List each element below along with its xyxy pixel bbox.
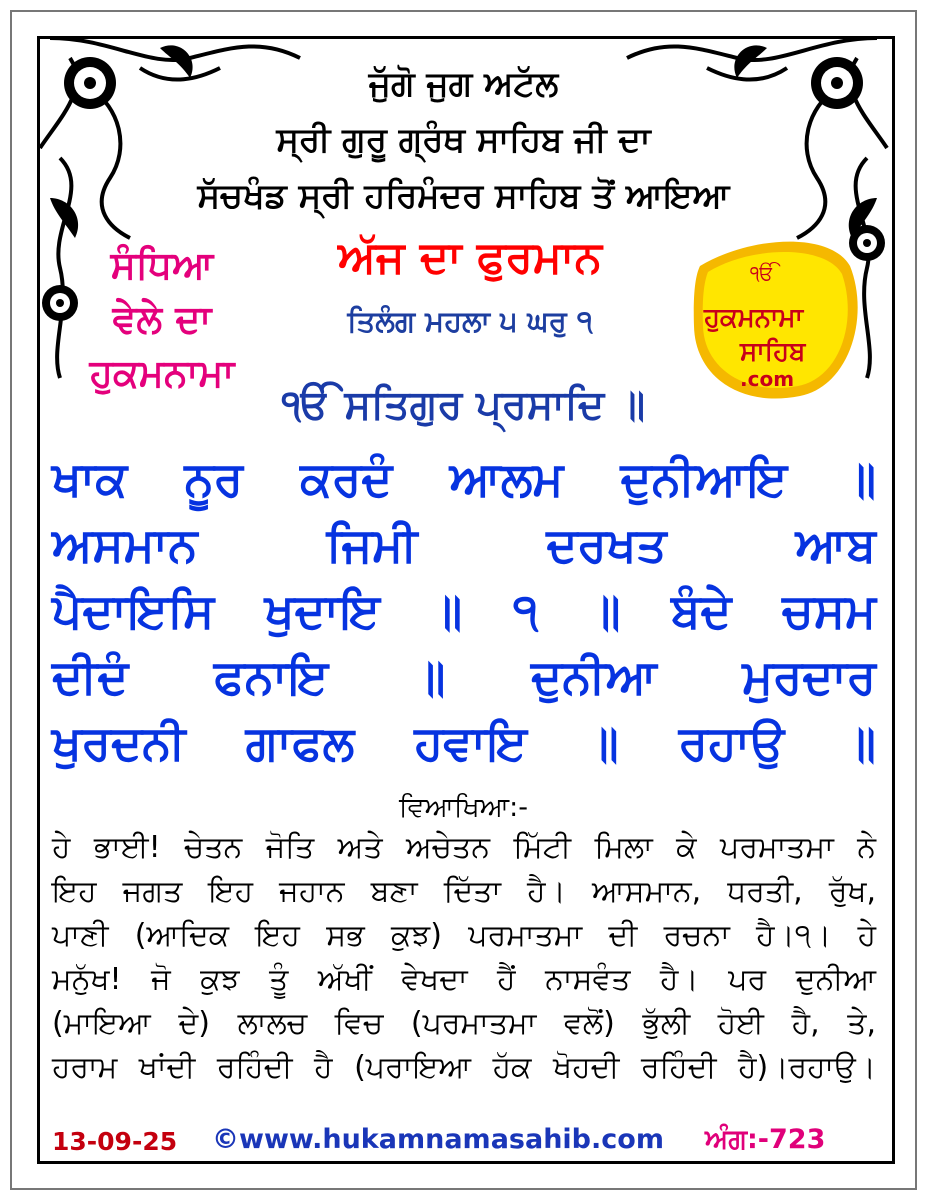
raag-line: ਤਿਲੰਗ ਮਹਲਾ ੫ ਘਰੁ ੧ bbox=[347, 304, 593, 338]
explanation-line: ਮਨੁੱਖ! ਜੋ ਕੁਝ ਤੂੰ ਅੱਖੀਂ ਵੇਖਦਾ ਹੈਂ ਨਾਸਵੰਤ ਹੈ। ਪਰ ਦੁਨੀਆ bbox=[52, 962, 876, 997]
header-line-2: ਸ੍ਰੀ ਗੁਰੂ ਗ੍ਰੰਥ ਸਾਹਿਬ ਜੀ ਦਾ bbox=[276, 120, 651, 160]
left-label-line-3: ਹੁਕਮਨਾਮਾ bbox=[89, 351, 235, 395]
left-label-line-1: ਸੰਧਿਆ bbox=[110, 243, 214, 287]
explanation-line: (ਮਾਇਆ ਦੇ) ਲਾਲਚ ਵਿਚ (ਪਰਮਾਤਮਾ ਵਲੋਂ) ਭੁੱਲੀ ਹੋਈ ਹੈ, ਤੇ, bbox=[52, 1006, 876, 1041]
logo-symbol: ੴ bbox=[750, 261, 775, 285]
explanation-line: ਹੇ ਭਾਈ! ਚੇਤਨ ਜੋਤਿ ਅਤੇ ਅਚੇਤਨ ਮਿੱਟੀ ਮਿਲਾ ਕੇ ਪਰਮਾਤਮਾ ਨੇ bbox=[52, 830, 876, 865]
logo-line-2: ਸਾਹਿਬ bbox=[740, 337, 806, 367]
logo-line-3: .com bbox=[740, 367, 795, 391]
mool-mantar-text: ੴ ਸਤਿਗੁਰ ਪ੍ਰਸਾਦਿ ॥ bbox=[281, 382, 646, 428]
explanation-line: ਇਹ ਜਗਤ ਇਹ ਜਹਾਨ ਬਣਾ ਦਿੱਤਾ ਹੈ। ਆਸਮਾਨ, ਧਰਤੀ, ਰੁੱਖ, bbox=[52, 874, 876, 909]
gurbani-line: ਅਸਮਾਨ ਜਿਮੀ ਦਰਖਤ ਆਬ bbox=[52, 518, 876, 573]
header-line-3: ਸੱਚਖੰਡ ਸ੍ਰੀ ਹਰਿਮੰਦਰ ਸਾਹਿਬ ਤੋਂ ਆਇਆ bbox=[197, 176, 730, 216]
gurbani-line: ਦੀਦੰ ਫਨਾਇ ॥ ਦੁਨੀਆ ਮੁਰਦਾਰ bbox=[52, 650, 876, 705]
gurbani-block bbox=[52, 452, 876, 772]
vyakhia-title: ਵਿਆਖਿਆ:- bbox=[399, 792, 528, 823]
logo-line-1: ਹੁਕਮਨਾਮਾ bbox=[704, 303, 804, 333]
gurbani-line: ਖੁਰਦਨੀ ਗਾਫਲ ਹਵਾਇ ॥ ਰਹਾਉ ॥ bbox=[52, 716, 876, 771]
left-label-line-2: ਵੇਲੇ ਦਾ bbox=[112, 297, 212, 341]
gurbani-line: ਪੈਦਾਇਸਿ ਖੁਦਾਇ ॥ ੧ ॥ ਬੰਦੇ ਚਸਮ bbox=[52, 584, 876, 639]
explanation-line: ਪਾਣੀ (ਆਦਿਕ ਇਹ ਸਭ ਕੁਝ) ਪਰਮਾਤਮਾ ਦੀ ਰਚਨਾ ਹੈ।੧। ਹੇ bbox=[52, 918, 876, 953]
gurbani-line: ਖਾਕ ਨੂਰ ਕਰਦੰ ਆਲਮ ਦੁਨੀਆਇ ॥ bbox=[52, 452, 876, 507]
header-line-1: ਜੁੱਗੋ ਜੁਗ ਅਟੱਲ bbox=[368, 64, 559, 104]
footer-website-link[interactable]: ©www.hukamnamasahib.com bbox=[212, 1124, 664, 1155]
mool-mantar bbox=[0, 382, 927, 428]
footer-date: 13-09-25 bbox=[52, 1127, 178, 1156]
footer-ang: ਅੰਗ:-723 bbox=[705, 1124, 826, 1155]
explanation-line: ਹਰਾਮ ਖਾਂਦੀ ਰਹਿੰਦੀ ਹੈ (ਪਰਾਇਆ ਹੱਕ ਖੋਹਦੀ ਰਹਿੰਦੀ ਹੈ)।ਰਹਾਉ। bbox=[52, 1050, 876, 1085]
hukamnama-sahib-logo bbox=[690, 236, 858, 406]
today-title: ਅੱਜ ਦਾ ਫੁਰਮਾਨ bbox=[338, 232, 602, 283]
